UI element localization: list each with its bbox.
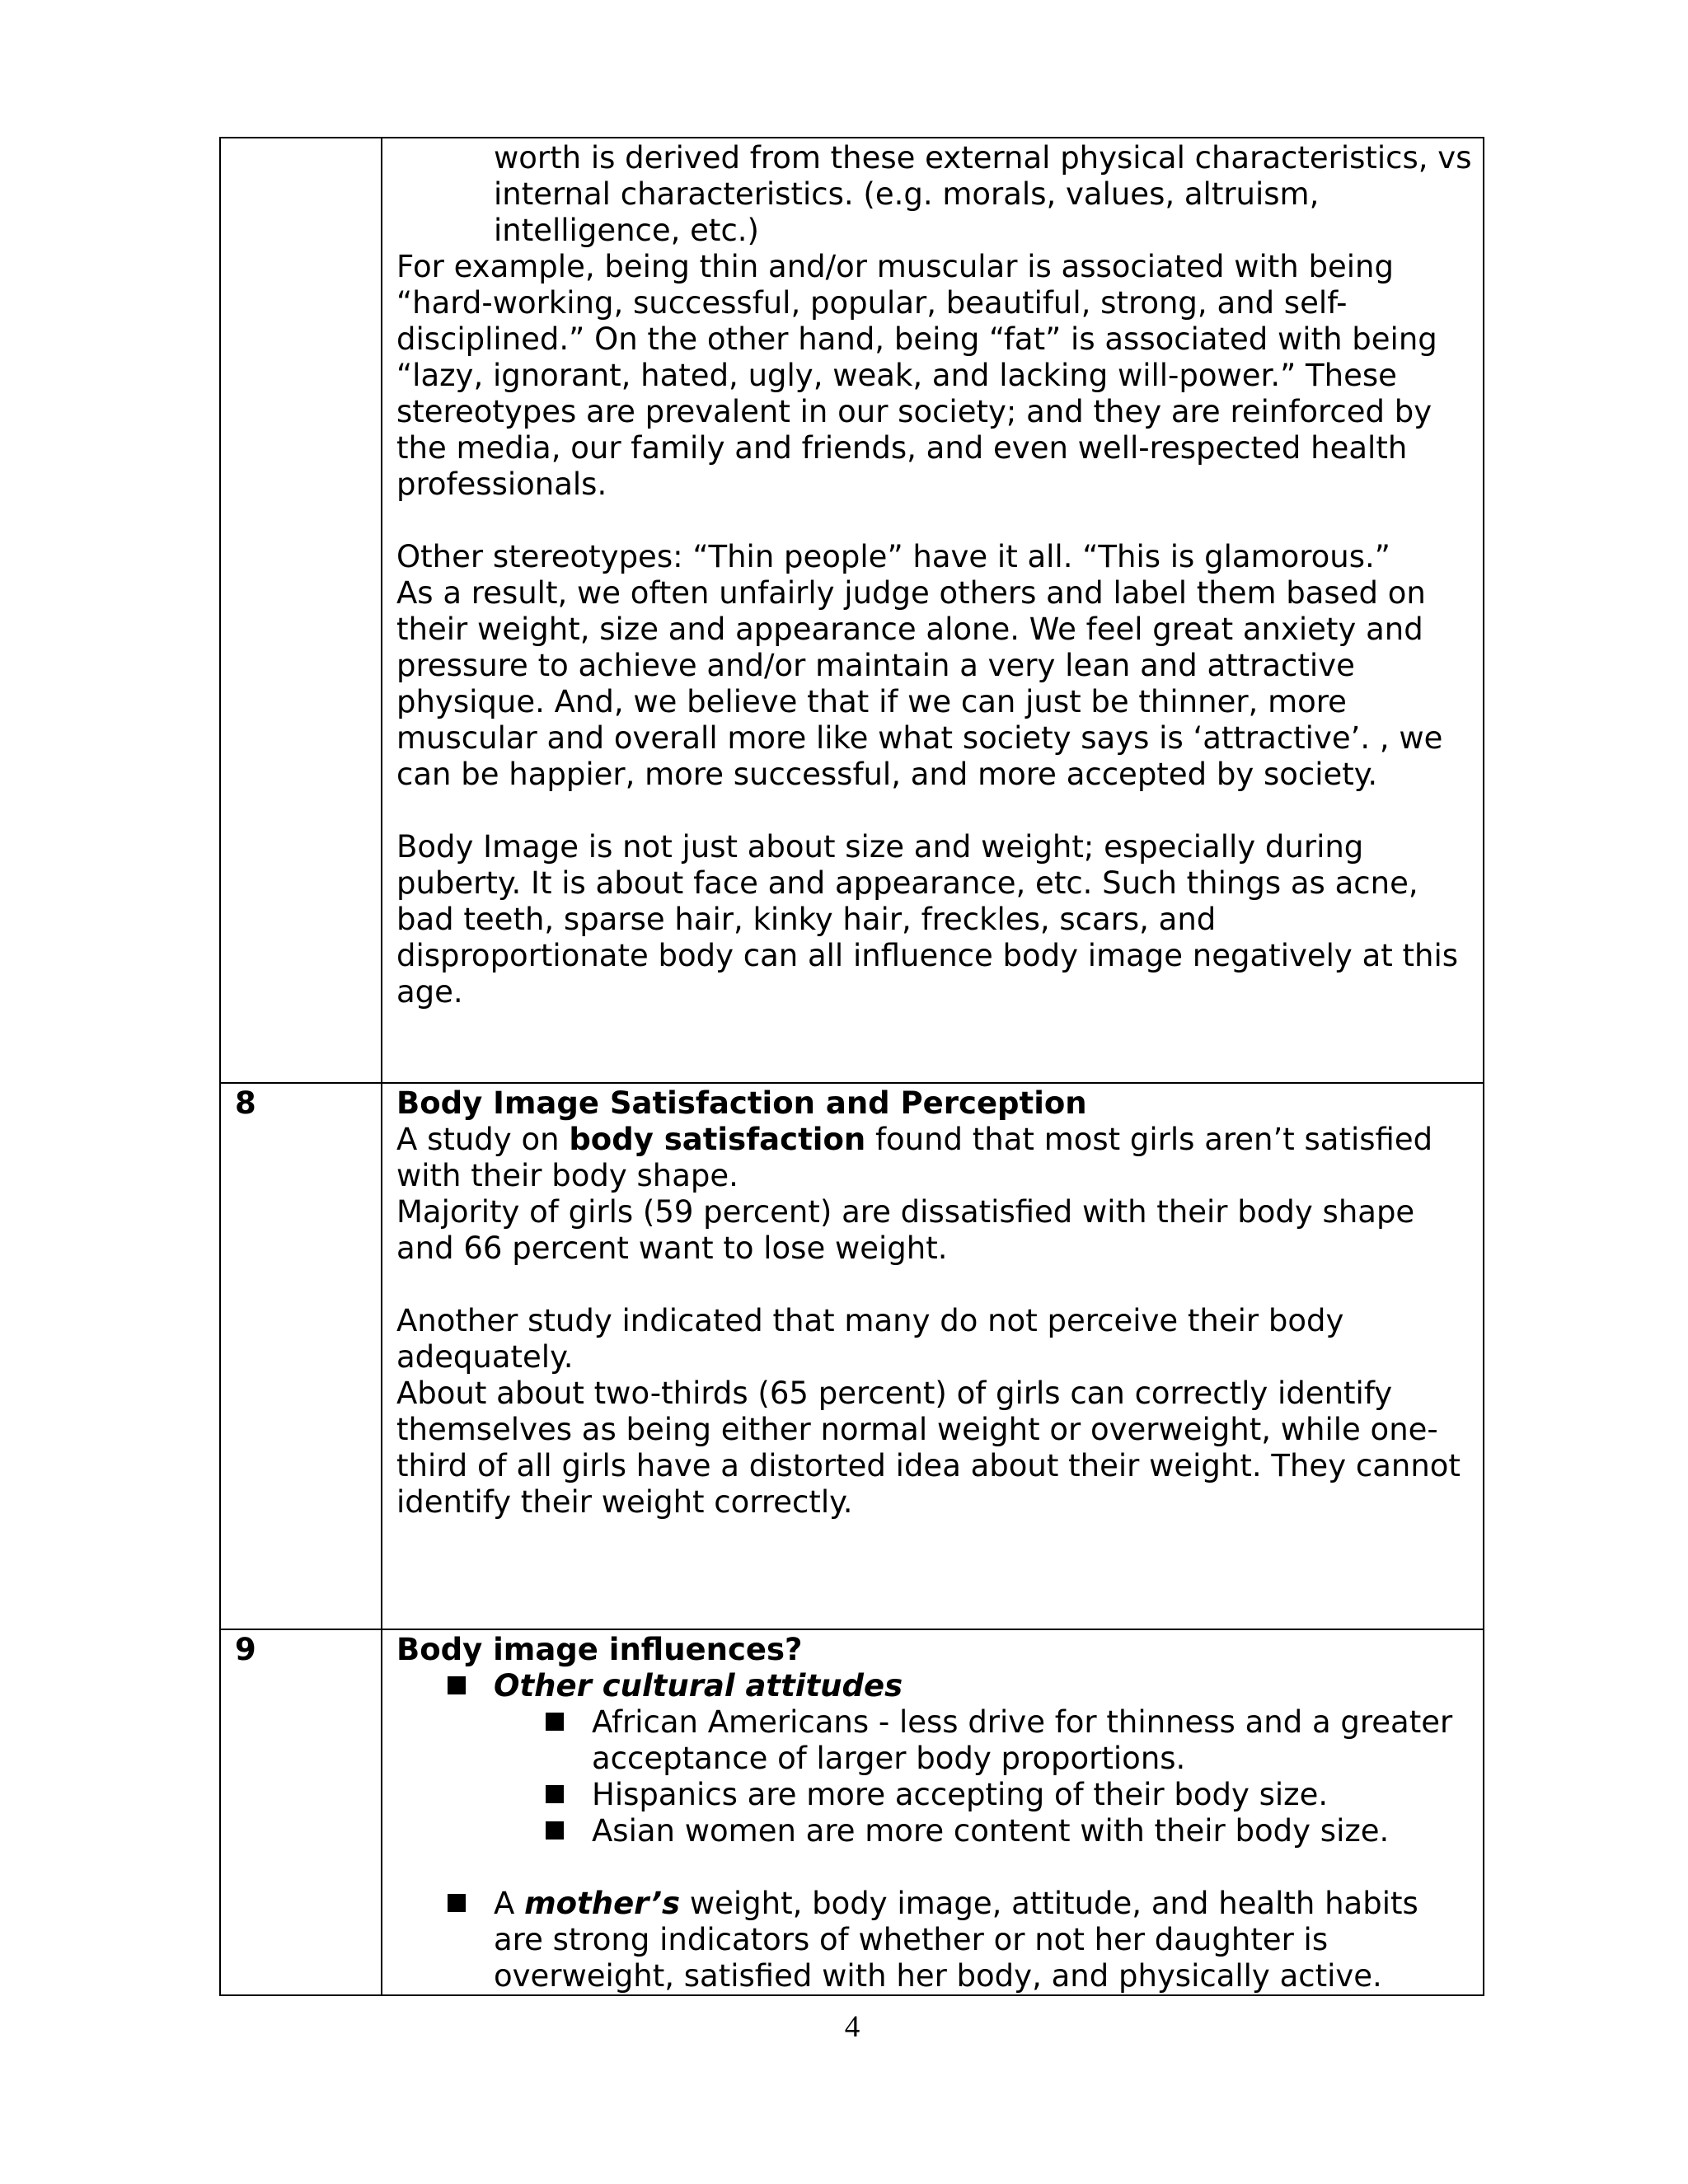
square-bullet-icon	[546, 1713, 564, 1731]
row-content	[382, 1629, 1484, 1995]
emphasis-text: body satisfaction	[569, 1122, 866, 1157]
row-number: 8	[220, 1083, 382, 1629]
section-heading: Body Image Satisfaction and Perception	[396, 1085, 1087, 1121]
text-line: internal characteristics. (e.g. morals, values, altruism,	[494, 176, 1320, 212]
square-bullet-icon	[448, 1894, 466, 1912]
square-bullet-icon	[546, 1821, 564, 1840]
row-content	[382, 138, 1484, 1083]
text-line: intelligence, etc.)	[494, 213, 759, 248]
page-number: 4	[844, 2010, 860, 2044]
content-table	[219, 137, 1484, 1996]
sub-list-item	[396, 1813, 1475, 1849]
sub-list-item	[396, 1704, 1475, 1777]
list-item	[396, 1668, 1475, 1704]
list-item	[396, 1886, 1475, 1994]
paragraph: Another study indicated that many do not perceive their body adequately.	[396, 1303, 1344, 1375]
emphasis-text: mother’s	[524, 1886, 681, 1921]
paragraph	[396, 1122, 1475, 1194]
section-heading: Body image influences?	[396, 1632, 803, 1667]
square-bullet-icon	[448, 1676, 466, 1694]
table-row	[220, 1083, 1484, 1629]
table-row	[220, 138, 1484, 1083]
list-item-text: Asian women are more content with their body size.	[592, 1813, 1390, 1849]
square-bullet-icon	[546, 1785, 564, 1803]
text-line: worth is derived from these external physical characteristics, vs	[494, 140, 1472, 176]
text-run: found that most girls aren’t satisfied with their body shape.	[396, 1122, 1433, 1193]
spacer	[396, 1849, 1475, 1886]
spacer	[396, 1267, 1475, 1303]
paragraph: Body Image is not just about size and weight; especially during puberty. It is about face and appearance, etc. Such things as acne, bad teeth, sparse hair, kinky hair, freckles, scars, and disproportionate body can all influence body image negatively at this age.	[396, 829, 1459, 1010]
text-run: A	[494, 1886, 525, 1921]
text-run: A study on	[396, 1122, 570, 1157]
sub-list-item	[396, 1777, 1475, 1813]
paragraph: As a result, we often unfairly judge others and label them based on their weight, size and appearance alone. We feel great anxiety and pressure to achieve and/or maintain a very lean and attractive physique. And, we believe that if we can just be thinner, more muscular and overall more like what society says is ‘attractive’. , we can be happier, more successful, and more accepted by society.	[396, 575, 1443, 792]
paragraph: Other stereotypes: “Thin people” have it all. “This is glamorous.”	[396, 539, 1390, 574]
row-content	[382, 1083, 1484, 1629]
row-number	[220, 138, 382, 1083]
spacer	[396, 503, 1475, 539]
table-row	[220, 1629, 1484, 1995]
list-item-text: Hispanics are more accepting of their body size.	[592, 1777, 1329, 1812]
list-item-text: African Americans - less drive for thinness and a greater acceptance of larger body proportions.	[592, 1704, 1453, 1776]
paragraph: For example, being thin and/or muscular is associated with being “hard-working, successful, popular, beautiful, strong, and self-disciplined.” On the other hand, being “fat” is associated with being “lazy, ignorant, hated, ugly, weak, and lacking will-power.” These stereotypes are prevalent in our society; and they are reinforced by the media, our family and friends, and even well-respected health professionals.	[396, 249, 1437, 502]
list-item-text: Other cultural attitudes	[494, 1668, 903, 1704]
paragraph: About about two-thirds (65 percent) of girls can correctly identify themselves as being either normal weight or overweight, while one-third of all girls have a distorted idea about their weight. They cannot identify their weight correctly.	[396, 1376, 1461, 1520]
indented-continuation	[396, 140, 1475, 249]
spacer	[396, 793, 1475, 829]
paragraph: Majority of girls (59 percent) are dissatisfied with their body shape and 66 percent want to lose weight.	[396, 1194, 1415, 1266]
row-number: 9	[220, 1629, 382, 1995]
text-run: weight, body image, attitude, and health habits are strong indicators of whether or not her daughter is overweight, satisfied with her body, and physically active.	[494, 1886, 1418, 1994]
